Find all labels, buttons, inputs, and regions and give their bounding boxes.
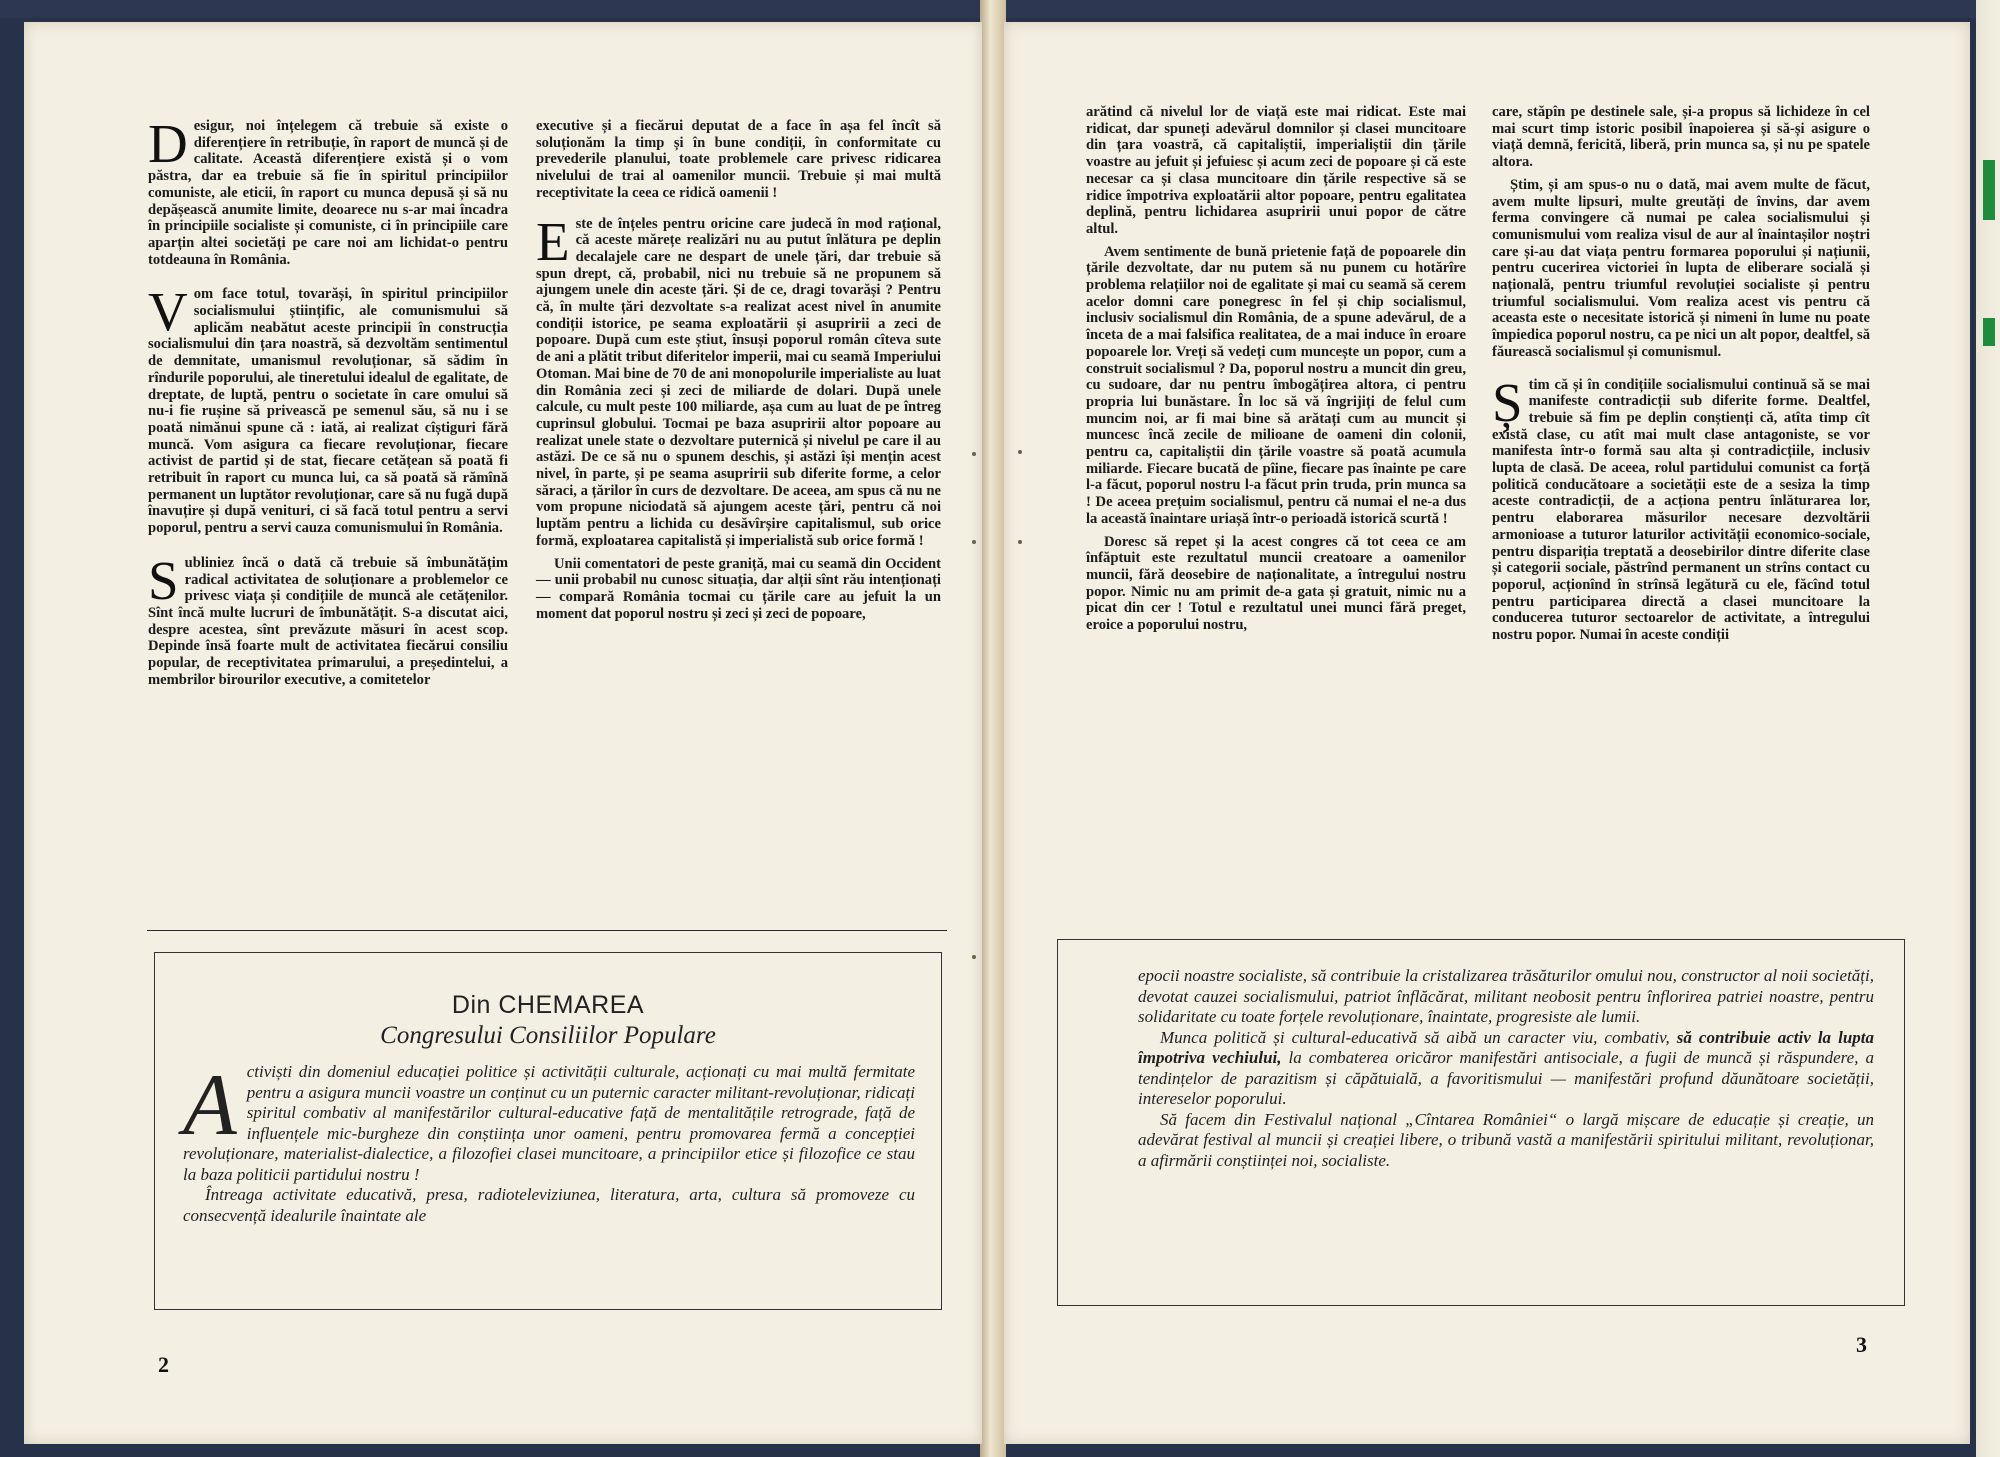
sidebar-box-continuation xyxy=(1057,939,1905,1306)
paragraph: Doresc să repet și la acest congres că tot ceea ce am înfăptuit este rezultatul muncii creatoare a oamenilor muncii, fără deosebire de naționalitate, a întregului nostru popor. Nimic nu am primit de-a gata și gratuit, nimic nu a picat din cer ! Totul e rezultatul unei munci fără preget, eroice a poporului nostru, xyxy=(1086,533,1466,634)
paragraph: Știm că și în condițiile socialismului continuă să se mai manifeste contradicții sub diferite forme. Dealtfel, trebuie să fim pe deplin conștienți că, atîta timp cît există clase, cu atît mai mult clase antagoniste, se vor manifesta într-o formă sau alta și contradicțiile, inclusiv lupta de clasă. De aceea, rolul partidului comunist ca forță politică conducătoare a societății este de a sesiza la timp aceste contradicții, de a acționa pentru înlăturarea lor, pentru elaborarea măsurilor necesare dezvoltării armonioase a tuturor laturilor activității economico-sociale, pentru dispariția treptată a deosebirilor dintre diferite clase și categorii sociale, păstrînd permanent un strîns contact cu poporul, acționînd în strînsă legătură cu ele, făcînd totul pentru participarea directă a clasei muncitoare la conducerea tuturor sectoarelor de activitate, a întregului nostru popor. Numai în aceste condiții xyxy=(1492,371,1870,644)
page-number: 2 xyxy=(158,1352,169,1377)
paragraph: epocii noastre socialiste, să contribuie la cristalizarea trăsăturilor omului nou, constructor al noii societăți, devotat cauzei socialismului, patriot înflăcărat, militant neobosit pentru înflorirea patriei noastre, pentru solidaritate cu toate forțele revoluționare, înaintate, progresiste ale lumii. xyxy=(1138,966,1874,1026)
print-speck xyxy=(972,540,976,544)
print-speck xyxy=(1018,450,1022,454)
right-page xyxy=(1004,22,1970,1444)
left-page xyxy=(24,22,982,1444)
dropcap: D xyxy=(148,113,188,174)
box-text xyxy=(1138,966,1874,1171)
book-gutter xyxy=(980,0,1006,1457)
paragraph: Munca politică și cultural-educativă să aibă un caracter viu, combativ, să contribuie activ la lupta împotriva vechiului, la combaterea oricăror manifestări antisociale, a fugii de muncă și răspundere, a tendințelor de parazitism și căpătuială, a favoritismului — manifestări profund dăunătoare societății, intereselor poporului. xyxy=(1138,1027,1875,1108)
box-subtitle: Congresului Consiliilor Populare xyxy=(380,1022,716,1049)
green-tab-marker xyxy=(1983,160,1995,220)
paragraph: executive și a fiecărui deputat de a face în așa fel încît să soluționăm la timp și în bune condiții, în conformitate cu prevederile planului, toate problemele care privesc ridicarea nivelului de trai al oamenilor muncii. Trebuie și mai multă receptivitate la ceea ce ridică oamenii ! xyxy=(536,118,941,201)
dropcap: S xyxy=(148,549,179,611)
print-speck xyxy=(972,955,976,959)
paragraph: Unii comentatori de peste graniță, mai cu seamă din Occident — unii probabil nu cunosc situația, dar alții sînt rău intenționați — compară România tocmai cu țările care au jefuit la un moment dat poporul nostru și zeci și zeci de popoare, xyxy=(536,555,941,622)
right-column-2 xyxy=(1492,104,1870,650)
box-title: Din CHEMAREA xyxy=(451,991,645,1019)
box-text xyxy=(183,1057,915,1226)
paragraph: Știm, și am spus-o nu o dată, mai avem multe de făcut, avem multe lipsuri, multe greutăți de învins, dar avem ferma convingere că numai pe calea socialismului și comunismului vom realiza visul de aur al înaintașilor noștri care și-au dat viața pentru formarea poporului și națiunii, pentru cucerirea victoriei în lupta de eliberare socială și națională, pentru triumful revoluției socialiste și pentru triumful socialismului. Vom realiza acest vis pentru că aceasta este o necesitate istorică și nimeni în lume nu poate împiedica poporul nostru, ca pe nici un alt popor, dealtfel, să făurească socialismul și comunismul. xyxy=(1492,176,1870,360)
dropcap: V xyxy=(148,281,188,343)
page-number: 3 xyxy=(1856,1332,1867,1357)
paragraph: Vom face totul, tovarăși, în spiritul principiilor socialismului științific, ale comunismului să aplicăm neabătut aceste principii în construcția socialismului din țara noastră, să dezvoltăm sentimentul de demnitate, umanismul revoluționar, să sădim în rîndurile poporului, ale tineretului idealul de egalitate, de dreptate, de luptă, pentru o societate în care omului să nu-i fie rușine să privească pe semenul său, să nu i se poată nimănui spune că : iată, ai realizat cîștiguri fără muncă. Vom asigura ca fiecare revoluționar, fiecare activist de partid și de stat, fiecare cetățean să poată fi retribuit în raport cu munca lui, ca să poată să rămînă permanent un luptător revoluționar, care să nu fugă după înavuțire și după venituri, ci să facă totul pentru a servi poporul, pentru a servi cauza comunismului în România. xyxy=(148,281,508,537)
dropcap: Ș xyxy=(1492,371,1523,433)
right-column-1 xyxy=(1086,104,1466,640)
paragraph: care, stăpîn pe destinele sale, și-a propus să lichideze în cel mai scurt timp istoric posibil înapoierea și să-și asigure o viață demnă, fericită, liberă, prin munca sa, și nu pe spatele altora. xyxy=(1492,104,1870,171)
print-speck xyxy=(972,452,976,456)
paragraph: Avem sentimente de bună prietenie față de popoarele din țările dezvoltate, dar nu putem să nu punem cu hotărîre problema relațiilor noi de egalitate și mai cu seamă să cerem acelor domni care ponegresc în fel și chip socialismul, inclusiv socialismul din România, de a spune adevărul, de a înceta de a mai falsifica realitatea, de a mai induce în eroare popoarele lor. Vreți să vedeți cum muncește un popor, cum a construit socialismul ? Da, poporul nostru a muncit din greu, cu sudoare, dar nu pentru îmbogățirea altora, ci pentru propria lui bunăstare. În loc să vă îngrijiți de felul cum muncim noi, ar fi mai bine să arătați cum au muncit și muncesc încă zecile de milioane de oameni din colonii, pentru ca, capitaliștii din țările voastre să poată acumula miliarde. Fiecare bucată de pîine, fiecare pas înainte pe care l-a făcut, poporul nostru l-a făcut prin truda, prin munca sa ! De aceea prețuim socialismul, pentru că numai el ne-a dus la această înaintare uriașă într-o perioadă istorică scurtă ! xyxy=(1086,243,1466,527)
left-column-2 xyxy=(536,118,941,628)
paragraph: Activiști din domeniul educației politice și activității culturale, acționați cu mai multă fermitate pentru a asigura muncii voastre un conținut cu un puternic caracter militant-revoluționar, ridicați spiritul combativ al manifestărilor cultural-educative față de mentalitățile retrograde, față de influențele mic-burgheze din conștiința unor oameni, pentru promovarea fermă a concepției revoluționare, materialist-dialectice, a filozofiei clasei muncitoare, a principiilor etice și filozofice ce stau la baza politicii partidului nostru ! xyxy=(183,1057,915,1184)
paragraph: Întreaga activitate educativă, presa, radioteleviziunea, literatura, arta, cultura să promoveze cu consecvență idealurile înaintate ale xyxy=(183,1185,915,1225)
paragraph: arătind că nivelul lor de viață este mai ridicat. Este mai ridicat, dar spuneți adevărul domnilor și clasei muncitoare din țara voastră, că capitaliștii, imperialiștii din țările voastre au jefuit și jefuiesc și acum zeci de popoare și că este necesar ca și clasa muncitoare din țările respective să se ridice împotriva exploatării altor popoare, pentru egalitatea deplină, pentru lichidarea asupririi unui popor de către altul. xyxy=(1086,104,1466,237)
dropcap: E xyxy=(536,210,570,272)
left-column-1 xyxy=(148,113,508,695)
dropcap: A xyxy=(183,1057,237,1154)
paragraph: Subliniez încă o dată că trebuie să îmbunătățim radical activitatea de soluționare a problemelor ce privesc viața și condițiile de muncă ale cetățenilor. Sînt încă multe lucruri de îmbunătățit. S-a discutat aici, despre acestea, sînt prevăzute măsuri în acest scop. Depinde însă foarte mult de activitatea fiecărui consiliu popular, de receptivitatea primarului, a președintelui, a membrilor birourilor executive, a comitetelor xyxy=(148,549,508,688)
paragraph: Să facem din Festivalul național „Cîntarea României“ o largă mișcare de educație și creație, un adevărat festival al muncii și creației libere, o tribună vastă a manifestării spiritului militant, revoluționar, a afirmării conștiinței noi, socialiste. xyxy=(1138,1109,1874,1170)
green-tab-marker xyxy=(1983,318,1995,346)
sidebar-box-chemarea xyxy=(154,952,942,1310)
paragraph: Desigur, noi înțelegem că trebuie să existe o diferențiere în retribuție, în raport de muncă și de calitate. Această diferențiere există și o vom păstra, dar ea trebuie să fie în spiritul principiilor comuniste, ale eticii, în raport cu munca depusă și să nu depășească anumite limite, deoarece nu s-ar mai încadra în principiile socialiste și comuniste, ci în principiile care aparțin altei societăți pe care noi am lichidat-o pentru totdeauna în România. xyxy=(148,113,508,268)
print-speck xyxy=(1018,540,1022,544)
rule-line xyxy=(147,930,947,931)
paragraph: Este de înțeles pentru oricine care judecă în mod rațional, că aceste mărețe realizări nu au putut înlătura pe deplin decalajele care ne despart de unele țări, dar trebuie să spun drept, că, probabil, nici nu trebuie să ne propunem să ajungem unele din aceste țări. Și de ce, dragi tovarăși ? Pentru că, în multe țări dezvoltate s-a realizat acest nivel în anumite condiții istorice, pe seama exploatării și asupririi a zeci de popoare. După cum este știut, însuși poporul român cîteva sute de ani a plătit tribut diferitelor imperii, mai cu seamă Imperiului Otoman. Mai bine de 70 de ani monopolurile imperialiste au luat din România zeci și zeci de miliarde de dolari. După unele calcule, cu mult peste 100 miliarde, așa cum au luat de pe întreg cuprinsul globului. Tocmai pe baza asupririi altor popoare au realizat unele state o dezvoltare puternică și nivelul pe care il au astăzi. De ce să nu o spunem deschis, și astăzi își mențin acest nivel, în parte, și pe seama asupririi sub diferite forme, a celor săraci, a țărilor în curs de dezvoltare. De aceea, am spus că nu ne vom propune niciodată să ajungem aceste țări, pentru că noi luptăm pentru a lichida cu desăvîrșire capitalismul, sub orice formă, exploatarea capitalistă și imperialistă sub orice formă ! xyxy=(536,210,941,549)
